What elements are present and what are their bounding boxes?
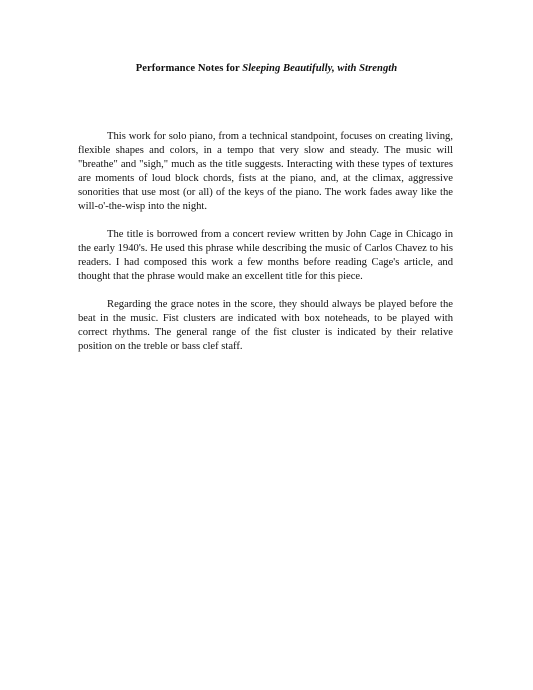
- paragraph-grace-notes: Regarding the grace notes in the score, they should always be played before the beat in the music. Fist clusters are indicated with box noteheads, to be played with correct rhythms. The general range of the fist cluster is indicated by their relative position on the treble or bass clef staff.: [78, 299, 453, 352]
- page-title: [0, 62, 533, 76]
- title-work-name: Sleeping Beautifully, with Strength: [242, 63, 398, 74]
- paragraph-technique: This work for solo piano, from a technical standpoint, focuses on creating living, flexible shapes and colors, in a tempo that very slow and steady. The music will "breathe" and "sigh," much as the title suggests. Interacting with these types of textures are moments of loud block chords, fists at the piano, and, at the climax, aggressive sonorities that use most (or all) of the keys of the piano. The work fades away like the will-o'-the-wisp into the night.: [78, 131, 453, 212]
- body-text: [78, 130, 453, 368]
- paragraph-title-origin: The title is borrowed from a concert review written by John Cage in Chicago in the early 1940's. He used this phrase while describing the music of Carlos Chavez to his readers. I had composed this work a few months before reading Cage's article, and thought that the phrase would make an excellent title for this piece.: [78, 229, 453, 282]
- title-prefix: Performance Notes for: [135, 63, 243, 74]
